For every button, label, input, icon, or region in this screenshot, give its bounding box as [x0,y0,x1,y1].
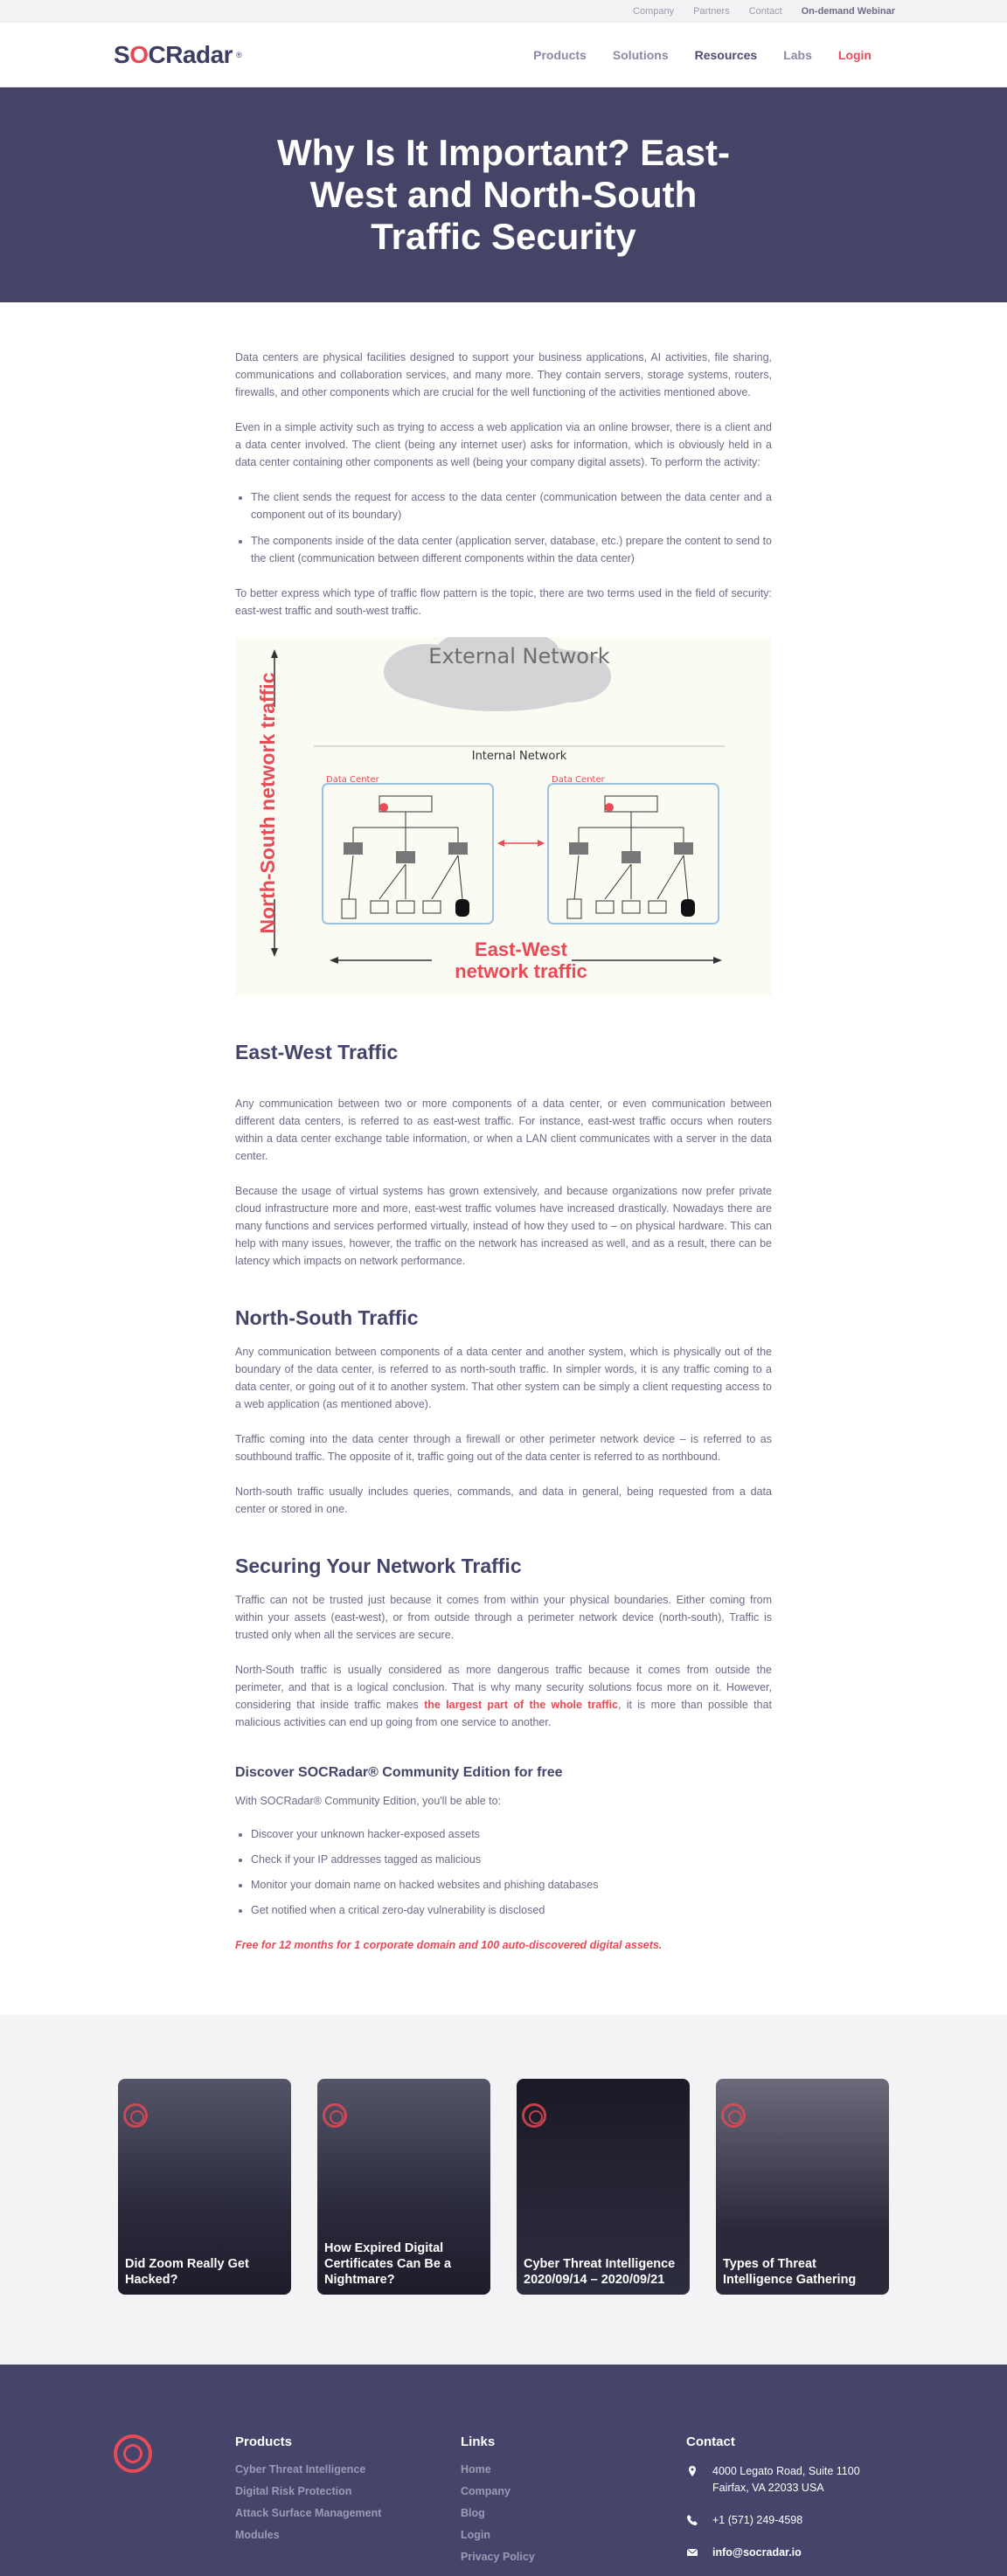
footer-link[interactable]: Attack Surface Management [235,2507,382,2519]
paragraph: Because the usage of virtual systems has grown extensively, and because organizations now prefer private cloud infrastructure more and more, east-west traffic volumes have increased drastically. Nowadays there are many functions and services performed virtually, instead of how they used to – on physical hardware. This can help with many issues, however, the traffic on the network has increased as well, and as a result, there can be latency which impacts on network performance. [235,1185,772,1267]
paragraph: North-south traffic usually includes queries, commands, and data in general, being requested from a data center or stored in one. [235,1485,772,1515]
location-pin-icon [686,2465,698,2477]
footer-link[interactable]: Company [461,2485,510,2497]
footer-link[interactable]: Cyber Threat Intelligence [235,2463,366,2476]
footer-logo-icon[interactable] [114,2434,152,2473]
footer-link[interactable]: Privacy Policy [461,2551,535,2563]
mail-icon [686,2546,698,2559]
logo-wordmark: SOCRadar [114,40,233,68]
device-icon [342,899,666,918]
paragraph: Traffic coming into the data center through a firewall or other perimeter network device – is referred to as southbound traffic. The opposite of it, traffic going out of the data center is referred to as northbound. [235,1433,772,1463]
nav-resources[interactable]: Resources [694,47,758,62]
bullet-list [251,488,772,567]
paragraph: Any communication between components of a data center and another system, which is physically out of the boundary of the data center, is referred to as north-south traffic. In simpler words, it is any traffic coming to a data center, or going out of it to another system. That other system can be simply a client requesting access to a web application (as mentioned above). [235,1346,772,1410]
list-item: • The client sends the request for access to the data center (communication between the data center and a component out of its boundary) [251,488,772,523]
socradar-badge-icon [522,2103,546,2128]
phone-number: +1 (571) 249-4598 [712,2514,803,2526]
post-card-title: Types of Threat Intelligence Gathering [723,2257,857,2287]
paragraph: Even in a simple activity such as trying to access a web application via an online browser, there is a client and a data center involved. The client (being any internet user) asks for information, which is obviously held in a data center containing other components as well (being your company digital assets). To perform the activity: [235,421,772,468]
switch-icon [344,842,693,863]
topbar-partners-link[interactable]: Partners [693,6,730,17]
section-heading: East-West Traffic [235,1041,399,1063]
socradar-logo[interactable] [114,41,242,69]
socradar-badge-icon [323,2103,347,2128]
site-header [0,23,1007,87]
footer-contact [686,2434,860,2576]
internal-network-label: Internal Network [471,750,567,763]
topbar-webinar-link[interactable]: On-demand Webinar [801,6,895,17]
data-center-label: Data Center [326,775,379,785]
post-card[interactable] [716,2079,889,2295]
traffic-diagram-svg [235,637,772,995]
topbar-contact-link[interactable]: Contact [748,6,782,17]
footer-link[interactable]: Digital Risk Protection [235,2485,352,2497]
firewall-icon [379,796,657,812]
list-item: • Get notified when a critical zero-day vulnerability is disclosed [251,1901,772,1919]
discover-heading: Discover SOCRadar® Community Edition for free [235,1765,563,1780]
text-span: North-South traffic is usually considered as more dangerous traffic because it comes from outside the perimeter, and that is a logical conclusion. That is why many security solutions focus more on it. However, considering that inside traffic makes [235,1664,772,1711]
socradar-badge-icon [123,2103,148,2128]
fire-icon [605,803,614,812]
paragraph [235,1661,772,1731]
email-row[interactable] [686,2545,860,2561]
main-nav [533,48,872,62]
text-span: , it is more than possible that malicious activities can end up going from one service to another. [235,1699,773,1728]
footer-heading: Links [461,2434,496,2449]
footer-links [461,2434,686,2576]
list-item: • Check if your IP addresses tagged as malicious [251,1851,772,1868]
north-south-label: North-South network traffic [256,672,279,934]
post-card[interactable] [317,2079,490,2295]
external-network-label: External Network [428,644,610,668]
paragraph: With SOCRadar® Community Edition, you'll be able to: [235,1795,502,1807]
footer-heading: Contact [686,2434,735,2449]
address-row [686,2463,860,2496]
footer-heading: Products [235,2434,293,2449]
list-item: • The components inside of the data center (application server, database, etc.) prepare the content to send to the client (communication between different components within the data center) [251,532,772,567]
logo-registered-mark: ® [236,50,242,59]
nav-products[interactable]: Products [533,47,587,62]
footer-link[interactable]: Login [461,2529,491,2541]
paragraph: Data centers are physical facilities designed to support your business applications, AI activities, file sharing, communications and collaboration services, and many more. They contain servers, storage systems, routers, firewalls, and other components which are crucial for the well functioning of the activities mentioned above. [235,351,772,398]
east-west-label: East-West [475,938,567,960]
hero-banner [0,87,1007,302]
nav-login[interactable]: Login [837,47,872,62]
nav-solutions[interactable]: Solutions [612,47,669,62]
database-icon [455,899,695,917]
highlight-link[interactable]: the largest part of the whole traffic [424,1699,618,1711]
section-heading: North-South Traffic [235,1306,419,1329]
topbar-company-link[interactable]: Company [633,6,675,17]
footer-link[interactable]: Home [461,2463,491,2476]
feature-list [251,1825,772,1919]
paragraph: Any communication between two or more components of a data center, or even communication between different data centers, is referred to as east-west traffic. For instance, east-west traffic occurs when routers within a data center exchange table information, or when a LAN client communicates with a server in the data center. [235,1098,772,1162]
paragraph: Traffic can not be trusted just because it comes from within your physical boundaries. Either coming from within your assets (east-west), or from outside through a perimeter network device (north-south), Traffic is trusted only when all the services are secure. [235,1594,772,1641]
site-footer [0,2365,1007,2576]
socradar-badge-icon [721,2103,746,2128]
traffic-diagram [235,637,772,995]
paragraph: To better express which type of traffic flow pattern is the topic, there are two terms used in the field of security: east-west traffic and south-west traffic. [235,587,772,617]
phone-icon [686,2514,698,2526]
promo-text[interactable]: Free for 12 months for 1 corporate domain and 100 auto-discovered digital assets. [235,1939,663,1951]
list-item: • Discover your unknown hacker-exposed assets [251,1825,772,1843]
related-posts [0,2015,1007,2365]
east-west-label-2: network traffic [455,960,587,982]
top-utility-bar [0,0,1007,23]
footer-link[interactable]: Modules [235,2529,280,2541]
footer-products [235,2434,461,2576]
nav-labs[interactable]: Labs [783,47,812,62]
article-body [235,302,772,1954]
fire-icon [379,803,388,812]
page-title: Why Is It Important? East-West and North-South Traffic Security [276,132,731,257]
post-card-title: How Expired Digital Certificates Can Be a Nightmare? [324,2241,452,2287]
post-card-title: Did Zoom Really Get Hacked? [125,2257,249,2287]
footer-link[interactable]: Blog [461,2507,485,2519]
section-heading: Securing Your Network Traffic [235,1555,522,1577]
address-line: Fairfax, VA 22033 USA [712,2482,824,2494]
list-item: • Monitor your domain name on hacked websites and phishing databases [251,1876,772,1894]
email-address: info@socradar.io [712,2546,802,2559]
post-card[interactable] [118,2079,291,2295]
post-card[interactable] [517,2079,690,2295]
post-card-title: Cyber Threat Intelligence 2020/09/14 – 2020/09/21 [524,2257,676,2287]
address-line: 4000 Legato Road, Suite 1100 [712,2465,860,2477]
phone-row[interactable] [686,2512,860,2529]
data-center-label: Data Center [552,775,605,785]
